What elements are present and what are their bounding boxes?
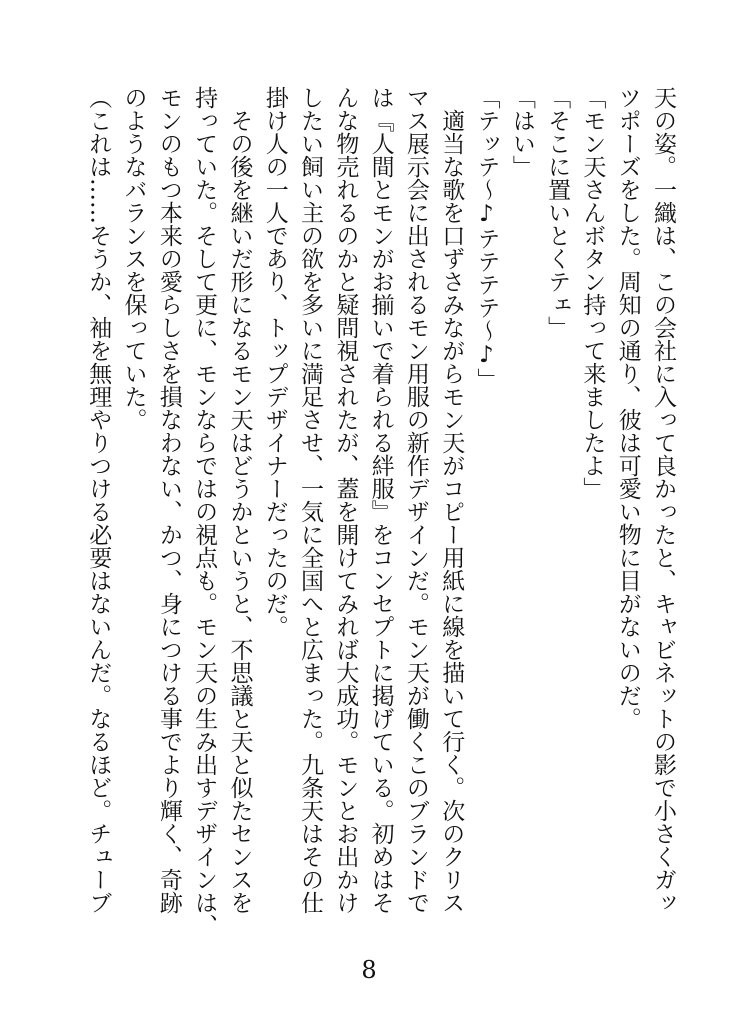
text-line: 「モン天さんボタン持って来ましたよ」 bbox=[579, 86, 606, 500]
vertical-body-text bbox=[52, 86, 680, 946]
text-line: 「はい」 bbox=[508, 86, 535, 178]
text-line: んな物売れるのかと疑問視されたが、蓋を開けてみれば大成功。モンとお出かけ bbox=[332, 86, 359, 914]
text-line: 掛け人の一人であり、トップデザイナーだったのだ。 bbox=[261, 86, 288, 638]
text-line: 「テッテ～♪テテテテ～♪」 bbox=[473, 86, 500, 391]
page-number: 8 bbox=[361, 956, 377, 984]
text-line: モンのもつ本来の愛らしさを損なわない、かつ、身につける事でより輝く、奇跡 bbox=[155, 86, 182, 914]
text-line: 持っていた。そして更に、モンならではの視点も。モン天の生み出すデザインは、 bbox=[191, 86, 218, 937]
text-line: 「そこに置いとくテェ」 bbox=[544, 86, 571, 339]
text-line: （これは……そうか、袖を無理やりつける必要はないんだ。なるほど。チューブ bbox=[85, 86, 112, 914]
text-line: 天の姿。一織は、この会社に入って良かったと、キャビネットの影で小さくガッ bbox=[650, 86, 676, 914]
text-line: したい飼い主の欲を多いに満足させ、一気に全国へと広まった。九条天はその仕 bbox=[297, 86, 324, 914]
text-line: 適当な歌を口ずさみながらモン天がコピー用紙に線を描いて行く。次のクリス bbox=[438, 86, 465, 914]
text-line: ツポーズをした。周知の通り、彼は可愛い物に目がないのだ。 bbox=[614, 86, 641, 730]
text-line: は『人間とモンがお揃いで着られる絆服』をコンセプトに掲げている。初めはそ bbox=[367, 86, 394, 914]
text-line: その後を継いだ形になるモン天はどうかというと、不思議と天と似たセンスを bbox=[226, 86, 253, 914]
text-line: マス展示会に出されるモン用服の新作デザインだ。モン天が働くこのブランドで bbox=[402, 86, 429, 914]
text-line: のようなバランスを保っていた。 bbox=[120, 86, 147, 431]
